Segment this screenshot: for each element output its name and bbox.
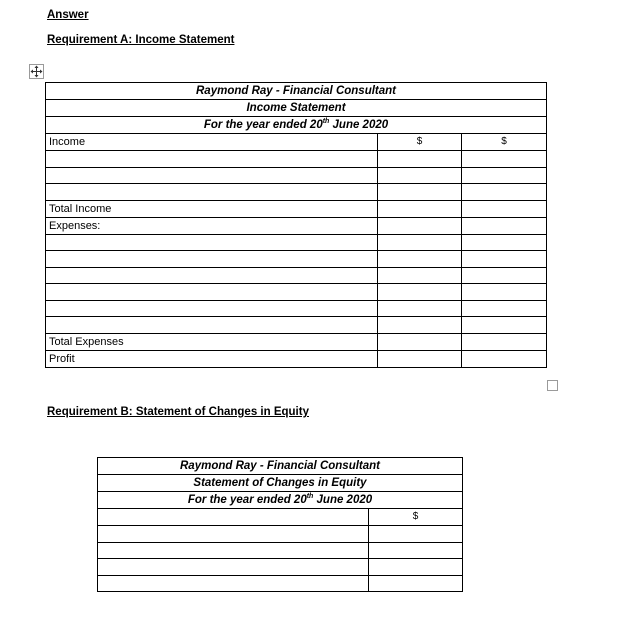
table-cell[interactable]	[46, 300, 378, 317]
table-cell[interactable]	[46, 184, 378, 201]
total-expenses-label[interactable]: Total Expenses	[46, 333, 378, 350]
period-suffix: June 2020	[329, 119, 389, 131]
table-cell[interactable]	[462, 217, 547, 234]
table-cell[interactable]	[462, 151, 547, 168]
equity-statement-title[interactable]: Statement of Changes in Equity	[98, 475, 463, 492]
table-row	[46, 317, 547, 334]
statement-period[interactable]	[46, 117, 547, 134]
table-row	[98, 559, 463, 576]
table-cell[interactable]	[462, 200, 547, 217]
table-cell[interactable]	[378, 300, 462, 317]
profit-label[interactable]: Profit	[46, 350, 378, 367]
equity-company-name[interactable]: Raymond Ray - Financial Consultant	[98, 458, 463, 475]
income-label[interactable]: Income	[46, 134, 378, 151]
table-cell[interactable]	[462, 234, 547, 251]
table-cell[interactable]	[462, 184, 547, 201]
table-cell[interactable]	[462, 300, 547, 317]
table-row	[46, 300, 547, 317]
equity-currency-header[interactable]: $	[369, 509, 463, 526]
table-cell[interactable]	[378, 251, 462, 268]
income-statement-table	[45, 82, 547, 368]
table-cell[interactable]	[462, 251, 547, 268]
statement-title[interactable]: Income Statement	[46, 100, 547, 117]
table-row	[46, 267, 547, 284]
table-row	[98, 475, 463, 492]
table-row	[46, 284, 547, 301]
table-row	[46, 117, 547, 134]
table-cell[interactable]	[46, 234, 378, 251]
table-cell[interactable]	[98, 575, 369, 592]
table-cell[interactable]	[46, 267, 378, 284]
period-suffix: June 2020	[313, 494, 373, 506]
table-row	[46, 83, 547, 100]
table-cell[interactable]	[378, 317, 462, 334]
table-cell[interactable]	[462, 350, 547, 367]
table-cell[interactable]	[378, 167, 462, 184]
table-cell[interactable]	[46, 284, 378, 301]
table-cell[interactable]	[462, 333, 547, 350]
expenses-label[interactable]: Expenses:	[46, 217, 378, 234]
table-row	[46, 184, 547, 201]
table-row	[46, 134, 547, 151]
table-row	[46, 100, 547, 117]
table-row	[98, 526, 463, 543]
company-name[interactable]: Raymond Ray - Financial Consultant	[46, 83, 547, 100]
table-cell[interactable]	[46, 317, 378, 334]
table-cell[interactable]	[378, 200, 462, 217]
table-row	[46, 167, 547, 184]
table-cell[interactable]	[98, 559, 369, 576]
table-resize-handle[interactable]	[547, 380, 558, 391]
table-cell[interactable]	[378, 333, 462, 350]
table-cell[interactable]	[369, 575, 463, 592]
table-cell[interactable]	[369, 559, 463, 576]
period-prefix: For the year ended 20	[203, 119, 323, 131]
table-row	[98, 458, 463, 475]
table-cell[interactable]	[462, 284, 547, 301]
table-cell[interactable]	[378, 284, 462, 301]
table-row	[98, 575, 463, 592]
table-cell[interactable]	[462, 167, 547, 184]
table-cell[interactable]	[462, 317, 547, 334]
table-row	[46, 217, 547, 234]
currency-header-2[interactable]: $	[462, 134, 547, 151]
table-cell[interactable]	[378, 267, 462, 284]
total-income-label[interactable]: Total Income	[46, 200, 378, 217]
equity-statement-period[interactable]	[98, 492, 463, 509]
table-row	[98, 542, 463, 559]
table-row	[46, 151, 547, 168]
table-row	[46, 251, 547, 268]
table-cell[interactable]	[46, 251, 378, 268]
table-cell[interactable]	[98, 526, 369, 543]
changes-in-equity-table	[97, 457, 463, 592]
table-cell[interactable]	[378, 151, 462, 168]
move-arrows-icon	[30, 65, 43, 78]
table-cell[interactable]	[98, 542, 369, 559]
table-cell[interactable]	[46, 167, 378, 184]
table-move-handle[interactable]	[29, 64, 44, 79]
period-prefix: For the year ended 20	[187, 494, 307, 506]
requirement-a-heading: Requirement A: Income Statement	[47, 34, 235, 46]
table-row	[98, 509, 463, 526]
table-row	[46, 333, 547, 350]
table-cell[interactable]	[378, 184, 462, 201]
period-superscript: th	[322, 118, 330, 126]
period-superscript: th	[306, 493, 314, 501]
table-row	[46, 200, 547, 217]
requirement-b-heading: Requirement B: Statement of Changes in Equity	[47, 406, 309, 418]
table-cell[interactable]	[378, 234, 462, 251]
table-row	[98, 492, 463, 509]
table-row	[46, 350, 547, 367]
currency-header-1[interactable]: $	[378, 134, 462, 151]
table-cell[interactable]	[462, 267, 547, 284]
answer-heading: Answer	[47, 9, 89, 21]
table-cell[interactable]	[369, 526, 463, 543]
table-row	[46, 234, 547, 251]
table-cell[interactable]	[378, 350, 462, 367]
table-cell[interactable]	[378, 217, 462, 234]
table-cell[interactable]	[369, 542, 463, 559]
table-cell[interactable]	[98, 509, 369, 526]
table-cell[interactable]	[46, 151, 378, 168]
